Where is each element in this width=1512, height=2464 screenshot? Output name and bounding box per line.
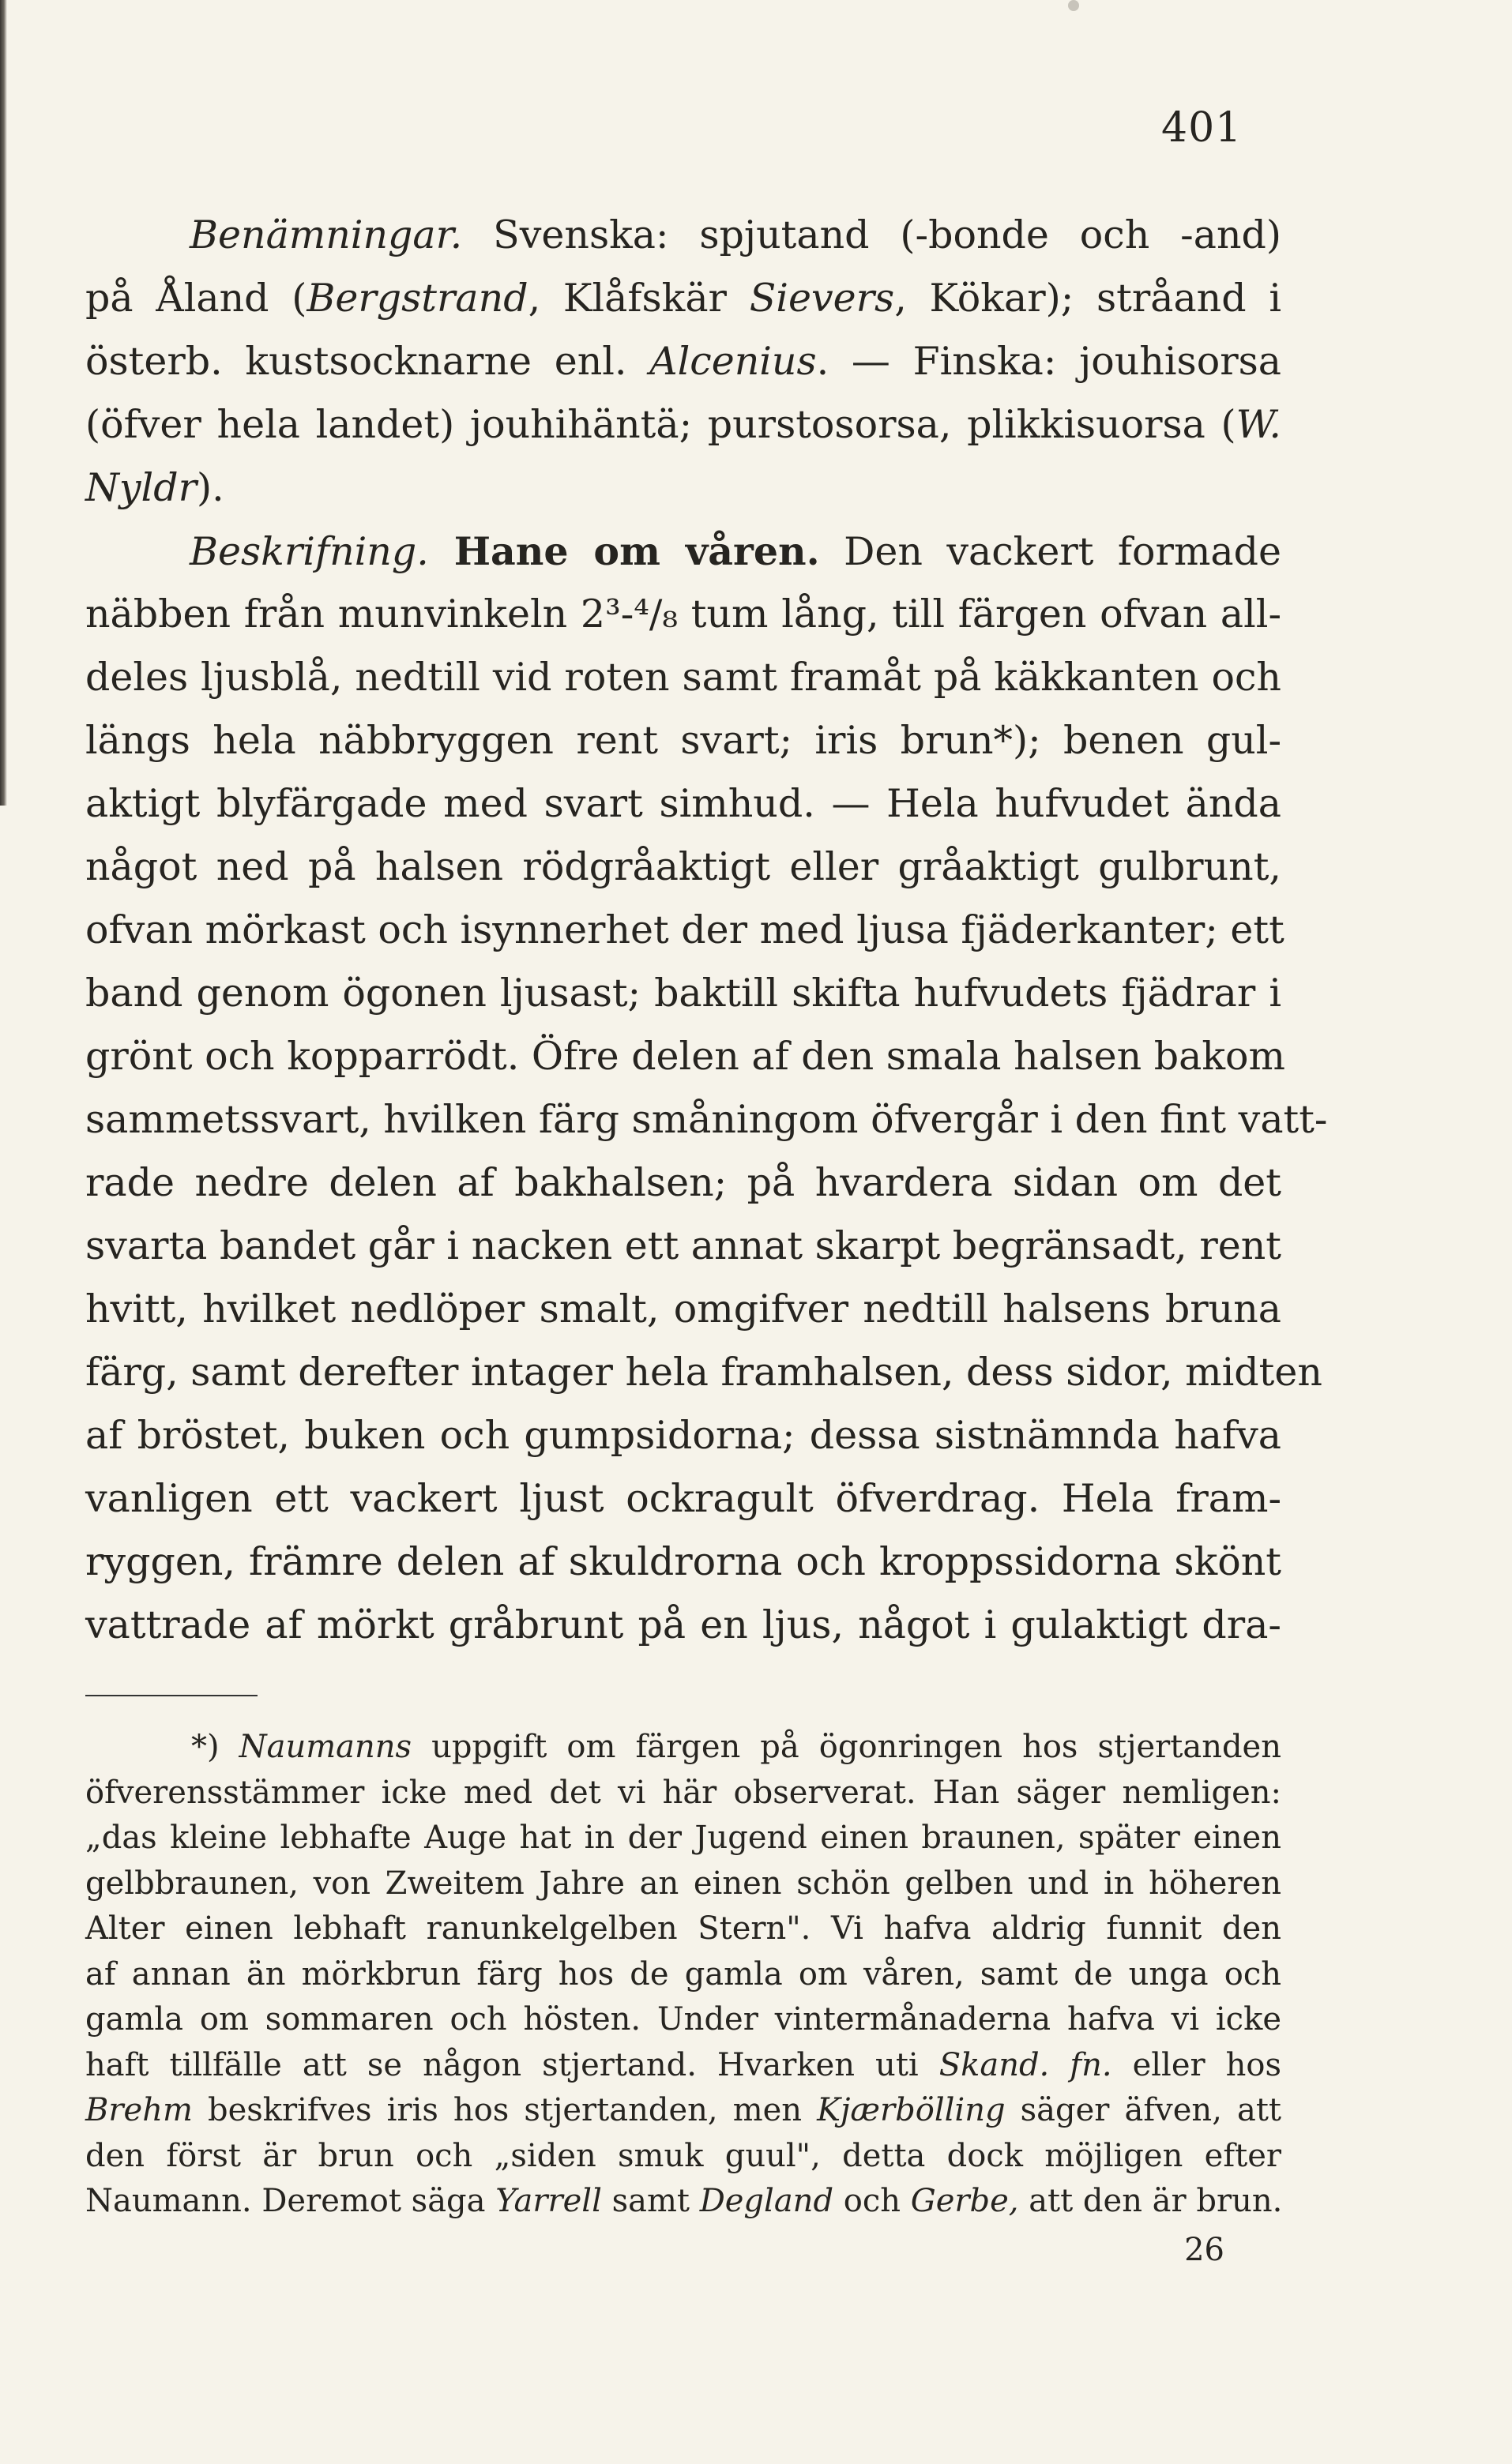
text-run: vattrade af mörkt gråbrunt på en ljus, något i gulaktigt dra- — [85, 1602, 1281, 1647]
footnote-line — [85, 2088, 1281, 2134]
text-run: samt — [601, 2183, 700, 2219]
italic-run: Nyldr — [85, 465, 197, 510]
text-run: „das kleine lebhafte Auge hat in der Jugend einen braunen, später einen — [85, 1820, 1281, 1856]
text-run: . — Finska: jouhisorsa — [816, 339, 1281, 384]
text-run: uppgift om färgen på ögonringen hos stjertanden — [412, 1729, 1281, 1765]
text-run: ofvan mörkast och isynnerhet der med ljusa fjäderkanter; ett — [85, 907, 1284, 952]
italic-run: Benämningar. — [190, 212, 463, 257]
text-run: eller hos — [1111, 2046, 1281, 2083]
text-run: på Åland ( — [85, 276, 307, 321]
footnote — [85, 1725, 1281, 2225]
text-run: rade nedre delen af bakhalsen; på hvardera sidan om det — [85, 1160, 1281, 1205]
italic-run: Alcenius — [649, 339, 817, 384]
text-line — [85, 1531, 1281, 1594]
text-run: ryggen, främre delen af skuldrorna och kroppssidorna skönt — [85, 1539, 1281, 1584]
text-run: vanligen ett vackert ljust ockragult öfverdrag. Hela fram- — [85, 1476, 1281, 1521]
italic-run: Sievers — [749, 276, 895, 321]
text-line — [85, 709, 1281, 772]
footnote-line — [85, 1997, 1281, 2043]
text-run: haft tillfälle att se någon stjertand. Hvarken uti — [85, 2046, 939, 2083]
text-line — [85, 836, 1281, 899]
text-run: beskrifves iris hos stjertanden, men — [192, 2092, 818, 2128]
text-run: österb. kustsocknarne enl. — [85, 339, 650, 384]
footnote-rule — [85, 1695, 258, 1696]
text-line — [85, 1025, 1286, 1088]
text-line — [85, 899, 1284, 962]
text-run: Den vackert formade — [819, 529, 1281, 574]
text-line — [85, 456, 1281, 520]
text-run: och — [833, 2183, 911, 2219]
text-line — [85, 1215, 1281, 1278]
text-line — [85, 583, 1281, 646]
text-run: gamla om sommaren och hösten. Under vintermånaderna hafva vi icke — [85, 2001, 1281, 2038]
italic-run: W. — [1236, 402, 1281, 447]
bold-run: Hane om våren. — [428, 528, 820, 574]
footnote-line — [85, 1725, 1281, 1771]
italic-run: Brehm — [85, 2092, 193, 2128]
text-run: (öfver hela landet) jouhihäntä; purstosorsa, plikkisuorsa ( — [85, 402, 1236, 447]
text-run: Naumann. Deremot säga — [85, 2183, 496, 2219]
text-run: längs hela näbbryggen rent svart; iris brun*); benen gul- — [85, 718, 1281, 763]
page-number: 401 — [1161, 104, 1243, 152]
italic-run: Yarrell — [495, 2183, 602, 2219]
text-run: deles ljusblå, nedtill vid roten samt framåt på käkkanten och — [85, 655, 1281, 700]
text-run: , Kökar); stråand i — [894, 276, 1281, 321]
text-line — [85, 330, 1281, 393]
text-run: ). — [197, 465, 224, 510]
text-line — [85, 1594, 1281, 1657]
italic-run: Degland — [699, 2183, 834, 2219]
text-run: *) — [191, 1729, 239, 1765]
text-run: sammetssvart, hvilken färg småningom öfvergår i den fint vatt- — [85, 1097, 1328, 1142]
text-line — [85, 267, 1281, 330]
text-run: hvitt, hvilket nedlöper smalt, omgifver nedtill halsens bruna — [85, 1286, 1281, 1332]
text-run: något ned på halsen rödgråaktigt eller gråaktigt gulbrunt, — [85, 844, 1281, 889]
footnote-line — [85, 1861, 1281, 1907]
text-line — [85, 204, 1281, 267]
text-line — [85, 1341, 1322, 1404]
text-line — [85, 393, 1281, 456]
text-run: af annan än mörkbrun färg hos de gamla om våren, samt de unga och — [85, 1955, 1281, 1993]
footnote-line — [85, 1816, 1281, 1861]
text-line — [85, 772, 1281, 836]
text-line — [85, 1467, 1281, 1531]
text-run: öfverensstämmer icke med det vi här observerat. Han säger nemligen: — [85, 1774, 1281, 1811]
text-line — [85, 646, 1281, 709]
text-run: grönt och kopparrödt. Öfre delen af den smala halsen bakom — [85, 1034, 1286, 1079]
text-run: , Klåfskär — [528, 276, 750, 321]
italic-run: Kjærbölling — [817, 2092, 1006, 2128]
text-run: den först är brun och „siden smuk guul", detta dock möjligen efter — [85, 2137, 1281, 2174]
footnote-line — [85, 2043, 1281, 2089]
text-run: aktigt blyfärgade med svart simhud. — Hela hufvudet ända — [85, 781, 1281, 826]
text-run: gelbbraunen, von Zweitem Jahre an einen schön gelben und in höheren — [85, 1865, 1281, 1902]
italic-run: Skand. fn. — [938, 2046, 1112, 2083]
footnote-line — [85, 1771, 1281, 1816]
text-line — [85, 1404, 1281, 1467]
text-run: att den är brun. — [1018, 2183, 1283, 2219]
text-line — [85, 520, 1281, 583]
text-line — [85, 1088, 1328, 1151]
scan-spot — [1068, 0, 1079, 11]
footnote-line — [85, 1906, 1281, 1952]
footnote-line — [85, 1952, 1281, 1998]
text-run: säger äfven, att — [1005, 2092, 1281, 2128]
text-run: band genom ögonen ljusast; baktill skifta hufvudets fjädrar i — [85, 971, 1281, 1016]
text-run: svarta bandet går i nacken ett annat skarpt begränsadt, rent — [85, 1223, 1281, 1268]
text-run: af bröstet, buken och gumpsidorna; dessa sistnämnda hafva — [85, 1413, 1281, 1458]
text-run: Svenska: spjutand (-bonde och -and) — [462, 212, 1281, 257]
italic-run: Beskrifning. — [190, 529, 429, 574]
main-text — [85, 204, 1328, 1657]
italic-run: Gerbe, — [910, 2183, 1019, 2219]
printer-signature: 26 — [1184, 2232, 1224, 2268]
page-edge-shadow — [0, 0, 7, 806]
italic-run: Bergstrand — [307, 276, 528, 321]
text-line — [85, 1278, 1281, 1341]
text-run: näbben från munvinkeln 2³-⁴/₈ tum lång, till färgen ofvan all- — [85, 592, 1281, 637]
italic-run: Naumanns — [239, 1729, 412, 1765]
text-run: Alter einen lebhaft ranunkelgelben Stern". Vi hafva aldrig funnit den — [85, 1910, 1281, 1947]
text-line — [85, 962, 1281, 1025]
text-run: färg, samt derefter intager hela framhalsen, dess sidor, midten — [85, 1350, 1322, 1395]
footnote-line — [85, 2134, 1281, 2180]
text-line — [85, 1151, 1281, 1215]
footnote-line — [85, 2179, 1281, 2225]
